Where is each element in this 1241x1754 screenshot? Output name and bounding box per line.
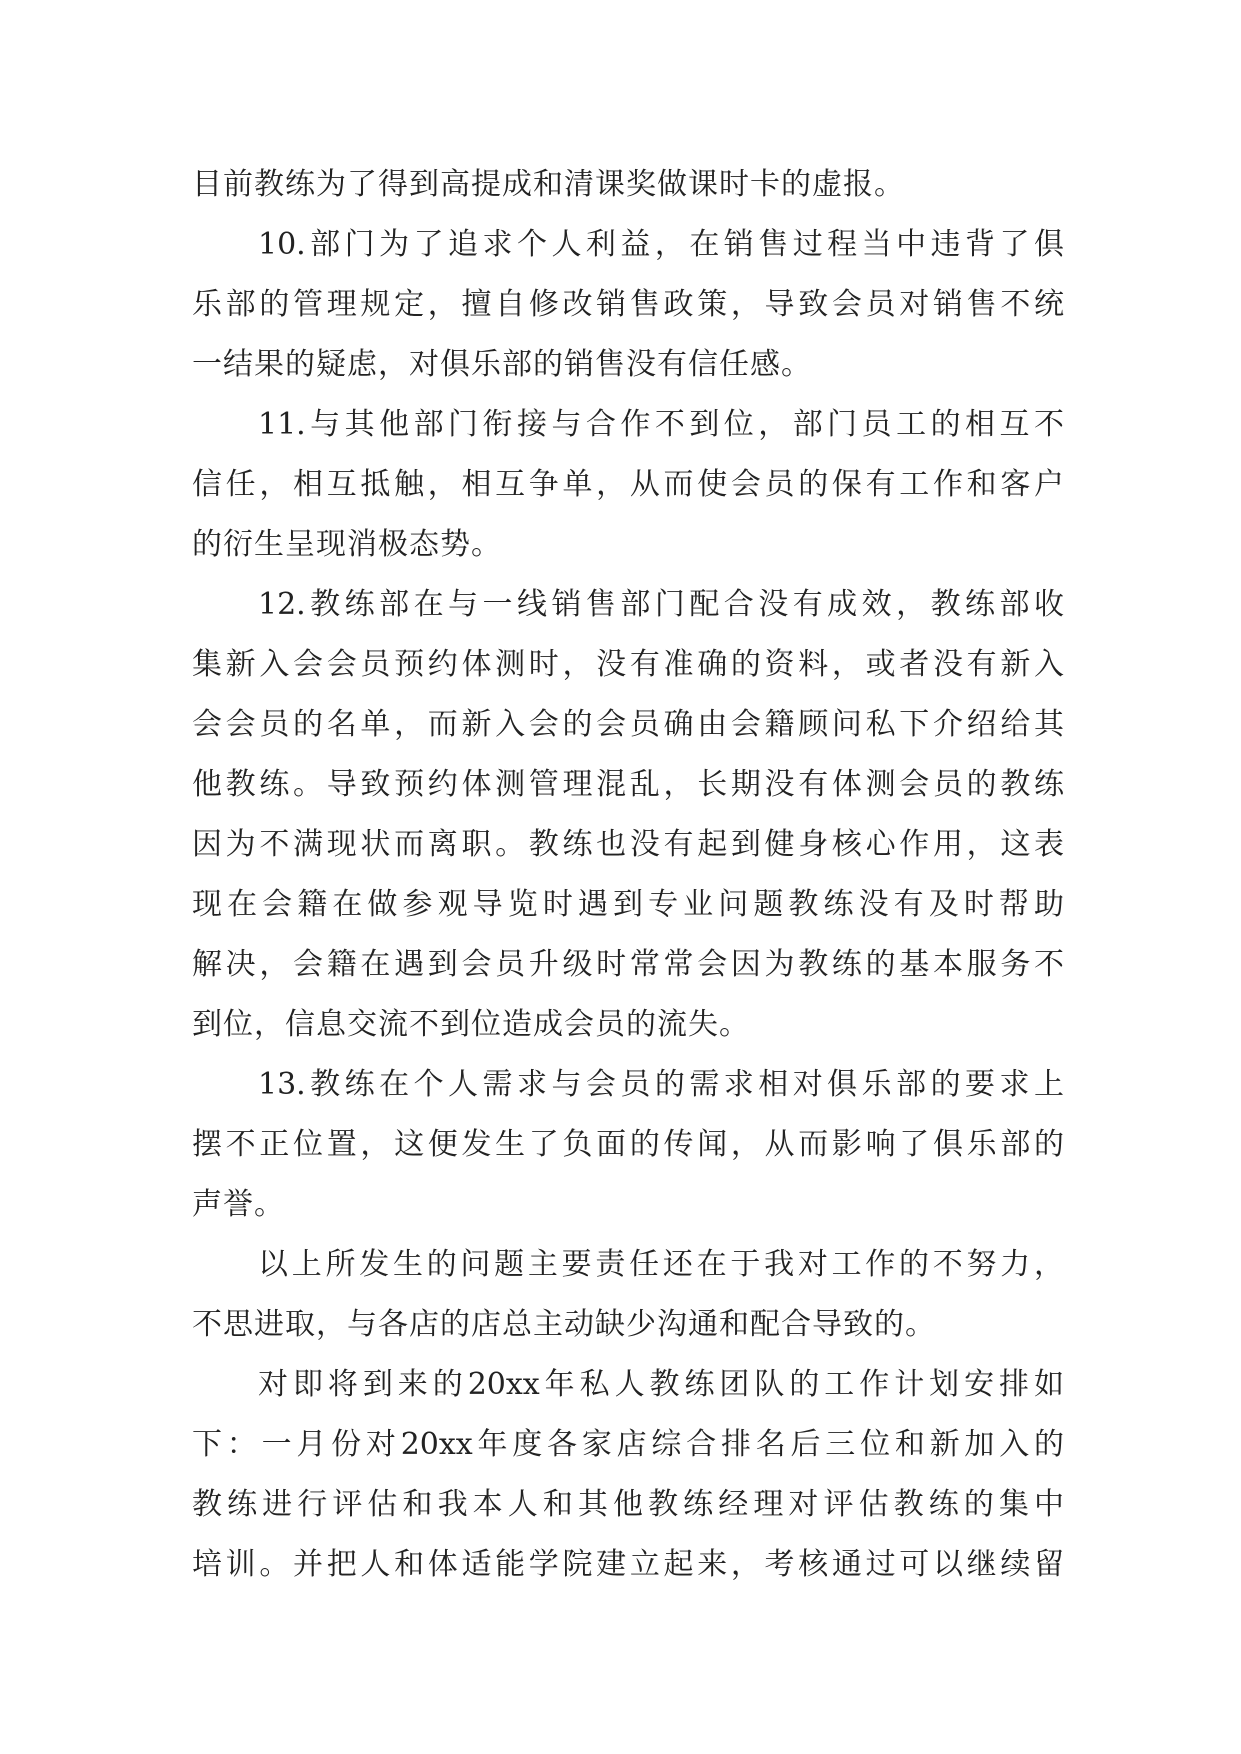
text-line: 乐部的管理规定，擅自修改销售政策，导致会员对销售不统 xyxy=(192,287,1064,322)
text-line: 声誉。 xyxy=(192,1187,285,1222)
document-body xyxy=(192,155,1064,1595)
text-line: 因为不满现状而离职。教练也没有起到健身核心作用，这表 xyxy=(192,827,1064,862)
text-line: 到位，信息交流不到位造成会员的流失。 xyxy=(192,1007,750,1042)
text-line: 教练进行评估和我本人和其他教练经理对评估教练的集中 xyxy=(192,1487,1064,1522)
text-line: 解决，会籍在遇到会员升级时常常会因为教练的基本服务不 xyxy=(192,947,1064,982)
text-line: 13.教练在个人需求与会员的需求相对俱乐部的要求上 xyxy=(258,1067,1064,1102)
text-line: 不思进取，与各店的店总主动缺少沟通和配合导致的。 xyxy=(192,1307,936,1342)
text-line: 摆不正位置，这便发生了负面的传闻，从而影响了俱乐部的 xyxy=(192,1127,1064,1162)
text-line: 11.与其他部门衔接与合作不到位，部门员工的相互不 xyxy=(258,407,1064,442)
text-line: 一结果的疑虑，对俱乐部的销售没有信任感。 xyxy=(192,347,812,382)
text-line: 信任，相互抵触，相互争单，从而使会员的保有工作和客户 xyxy=(192,467,1064,502)
text-line: 对即将到来的20xx年私人教练团队的工作计划安排如 xyxy=(258,1367,1064,1402)
text-line: 以上所发生的问题主要责任还在于我对工作的不努力， xyxy=(258,1247,1064,1282)
text-line: 会会员的名单，而新入会的会员确由会籍顾问私下介绍给其 xyxy=(192,707,1064,742)
text-line: 现在会籍在做参观导览时遇到专业问题教练没有及时帮助 xyxy=(192,887,1064,922)
text-line: 下：一月份对20xx年度各家店综合排名后三位和新加入的 xyxy=(192,1427,1064,1462)
text-line: 10.部门为了追求个人利益，在销售过程当中违背了俱 xyxy=(258,227,1064,262)
text-line: 他教练。导致预约体测管理混乱，长期没有体测会员的教练 xyxy=(192,767,1064,802)
text-line: 培训。并把人和体适能学院建立起来，考核通过可以继续留 xyxy=(192,1547,1064,1582)
text-line: 集新入会会员预约体测时，没有准确的资料，或者没有新入 xyxy=(192,647,1064,682)
text-line: 的衍生呈现消极态势。 xyxy=(192,527,502,562)
text-line: 目前教练为了得到高提成和清课奖做课时卡的虚报。 xyxy=(192,167,905,202)
text-line: 12.教练部在与一线销售部门配合没有成效，教练部收 xyxy=(258,587,1064,622)
